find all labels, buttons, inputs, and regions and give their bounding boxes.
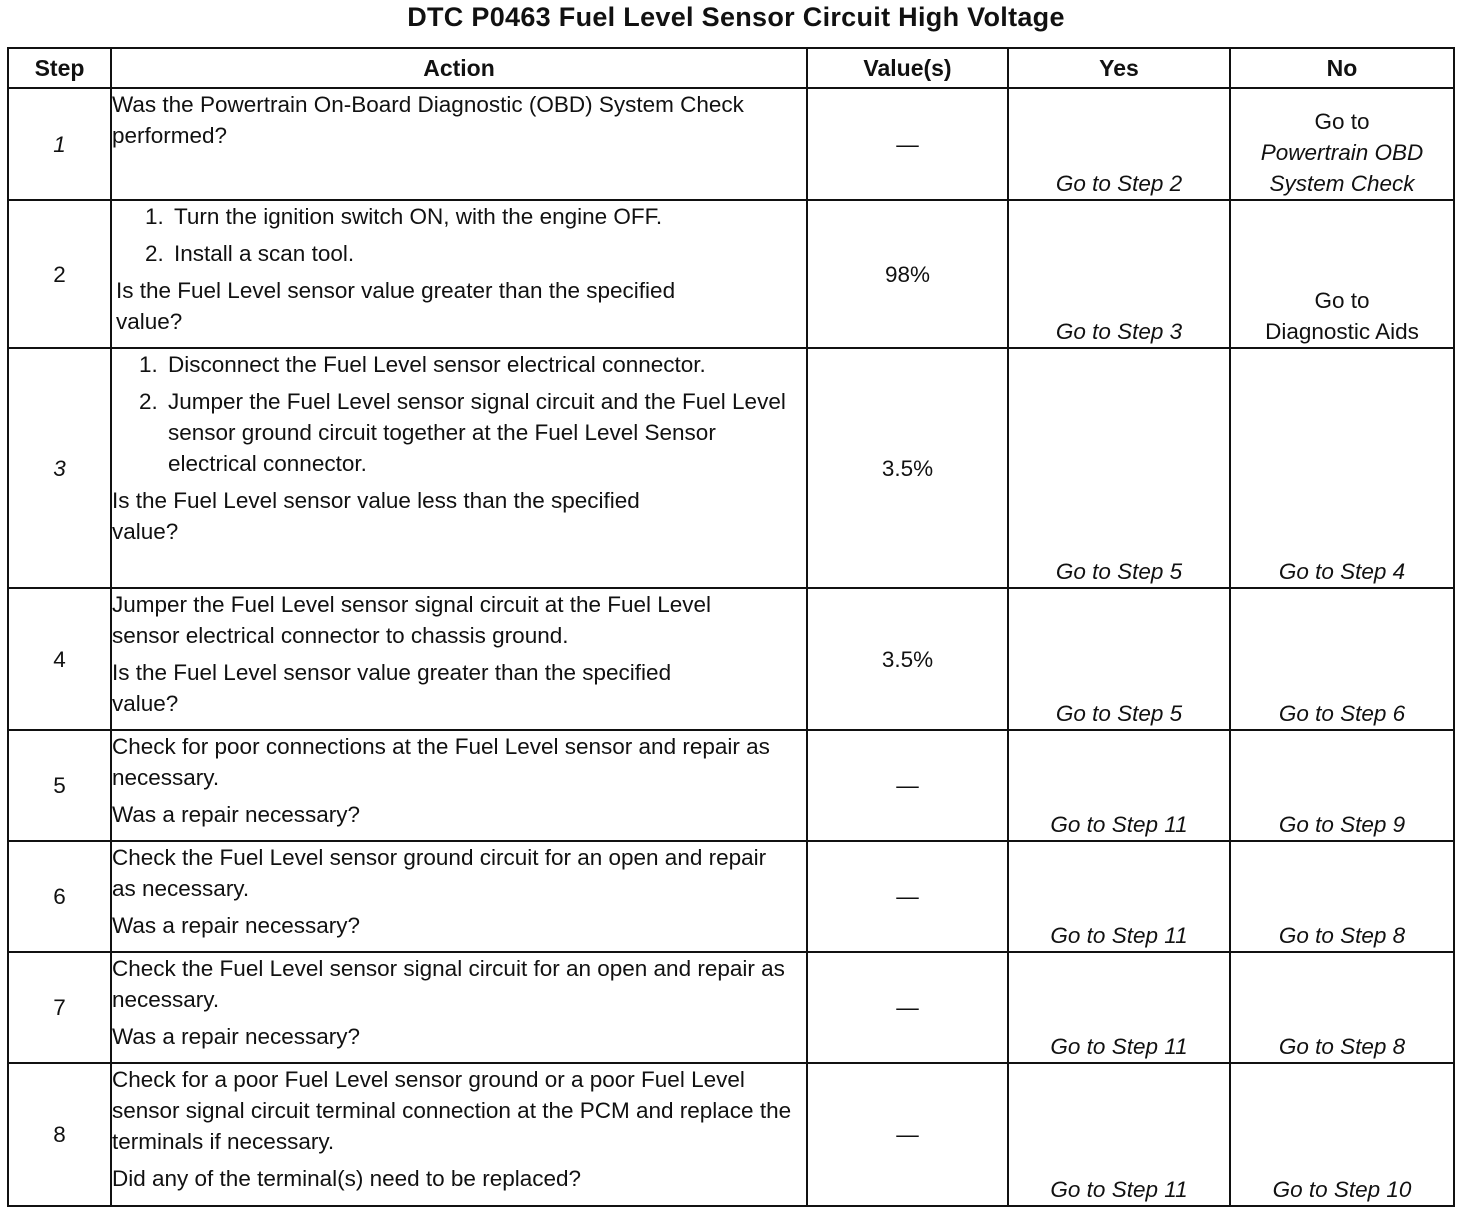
value-cell: 3.5% xyxy=(807,348,1008,588)
yes-cell: Go to Step 5 xyxy=(1008,348,1230,588)
table-row-step-2 xyxy=(8,200,1454,348)
header-step: Step xyxy=(8,48,111,88)
action-cell xyxy=(111,1063,807,1206)
action-question: Was a repair necessary? xyxy=(112,913,361,938)
value-cell: — xyxy=(807,841,1008,952)
header-values: Value(s) xyxy=(807,48,1008,88)
action-question: Is the Fuel Level sensor value greater than the specified value? xyxy=(112,660,672,716)
value-cell: — xyxy=(807,88,1008,200)
value-cell: 3.5% xyxy=(807,588,1008,730)
diagnostic-table xyxy=(7,47,1455,1207)
no-cell xyxy=(1230,200,1454,348)
action-question: Is the Fuel Level sensor value greater than the specified value? xyxy=(116,278,676,334)
yes-cell: Go to Step 11 xyxy=(1008,1063,1230,1206)
no-goto-label: Go to xyxy=(1314,109,1370,134)
action-question: Was a repair necessary? xyxy=(112,1024,361,1049)
table-row-step-7 xyxy=(8,952,1454,1063)
no-cell: Go to Step 8 xyxy=(1230,952,1454,1063)
no-goto-target: Diagnostic Aids xyxy=(1265,319,1419,344)
step-number: 1 xyxy=(8,88,111,200)
yes-cell: Go to Step 2 xyxy=(1008,88,1230,200)
yes-cell: Go to Step 11 xyxy=(1008,841,1230,952)
table-row-step-3 xyxy=(8,348,1454,588)
step-number: 2 xyxy=(8,200,111,348)
action-list xyxy=(112,349,806,479)
table-row-step-4 xyxy=(8,588,1454,730)
no-cell xyxy=(1230,88,1454,200)
no-cell: Go to Step 9 xyxy=(1230,730,1454,841)
no-goto-label: Go to xyxy=(1314,288,1370,313)
page-title: DTC P0463 Fuel Level Sensor Circuit High Voltage xyxy=(407,2,1065,32)
action-text: Was the Powertrain On-Board Diagnostic (OBD) System Check performed? xyxy=(112,92,744,148)
action-cell xyxy=(111,348,807,588)
step-number: 5 xyxy=(8,730,111,841)
header-no: No xyxy=(1230,48,1454,88)
action-list-item: 1. Turn the ignition switch ON, with the engine OFF. xyxy=(170,201,806,232)
value-cell: 98% xyxy=(807,200,1008,348)
action-cell xyxy=(111,841,807,952)
action-list-item: 2. Install a scan tool. xyxy=(170,238,806,269)
header-action: Action xyxy=(111,48,807,88)
step-number: 4 xyxy=(8,588,111,730)
action-text: Check for poor connections at the Fuel Level sensor and repair as necessary. xyxy=(112,734,770,790)
action-text: Check the Fuel Level sensor ground circuit for an open and repair as necessary. xyxy=(112,845,767,901)
action-text: Jumper the Fuel Level sensor signal circuit at the Fuel Level sensor electrical connector to chassis ground. xyxy=(112,592,712,648)
action-cell xyxy=(111,88,807,200)
no-cell: Go to Step 6 xyxy=(1230,588,1454,730)
action-question: Was a repair necessary? xyxy=(112,802,361,827)
yes-cell: Go to Step 5 xyxy=(1008,588,1230,730)
value-cell: — xyxy=(807,730,1008,841)
table-row-step-1 xyxy=(8,88,1454,200)
yes-cell: Go to Step 11 xyxy=(1008,730,1230,841)
table-row-step-5 xyxy=(8,730,1454,841)
yes-cell: Go to Step 11 xyxy=(1008,952,1230,1063)
header-yes: Yes xyxy=(1008,48,1230,88)
action-list xyxy=(116,201,806,269)
value-cell: — xyxy=(807,952,1008,1063)
step-number: 8 xyxy=(8,1063,111,1206)
action-text: Check for a poor Fuel Level sensor ground or a poor Fuel Level sensor signal circuit terminal connection at the PCM and replace the terminals if necessary. xyxy=(112,1067,792,1154)
action-text: Check the Fuel Level sensor signal circuit for an open and repair as necessary. xyxy=(112,956,785,1012)
yes-cell: Go to Step 3 xyxy=(1008,200,1230,348)
no-goto-target: Powertrain OBD xyxy=(1260,140,1424,165)
step-number: 3 xyxy=(8,348,111,588)
no-goto-target-2: System Check xyxy=(1269,171,1415,196)
action-cell xyxy=(111,588,807,730)
no-cell: Go to Step 4 xyxy=(1230,348,1454,588)
action-question: Did any of the terminal(s) need to be replaced? xyxy=(112,1166,582,1191)
action-question: Is the Fuel Level sensor value less than the specified value? xyxy=(112,488,640,544)
table-row-step-8 xyxy=(8,1063,1454,1206)
action-cell xyxy=(111,730,807,841)
step-number: 6 xyxy=(8,841,111,952)
action-cell xyxy=(111,200,807,348)
no-cell: Go to Step 10 xyxy=(1230,1063,1454,1206)
value-cell: — xyxy=(807,1063,1008,1206)
table-row-step-6 xyxy=(8,841,1454,952)
action-list-item: 2. Jumper the Fuel Level sensor signal circuit and the Fuel Level sensor ground circuit together at the Fuel Level Sensor electrical connector. xyxy=(164,386,806,479)
action-cell xyxy=(111,952,807,1063)
table-header-row xyxy=(8,48,1454,88)
step-number: 7 xyxy=(8,952,111,1063)
action-list-item: 1. Disconnect the Fuel Level sensor electrical connector. xyxy=(164,349,806,380)
no-cell: Go to Step 8 xyxy=(1230,841,1454,952)
